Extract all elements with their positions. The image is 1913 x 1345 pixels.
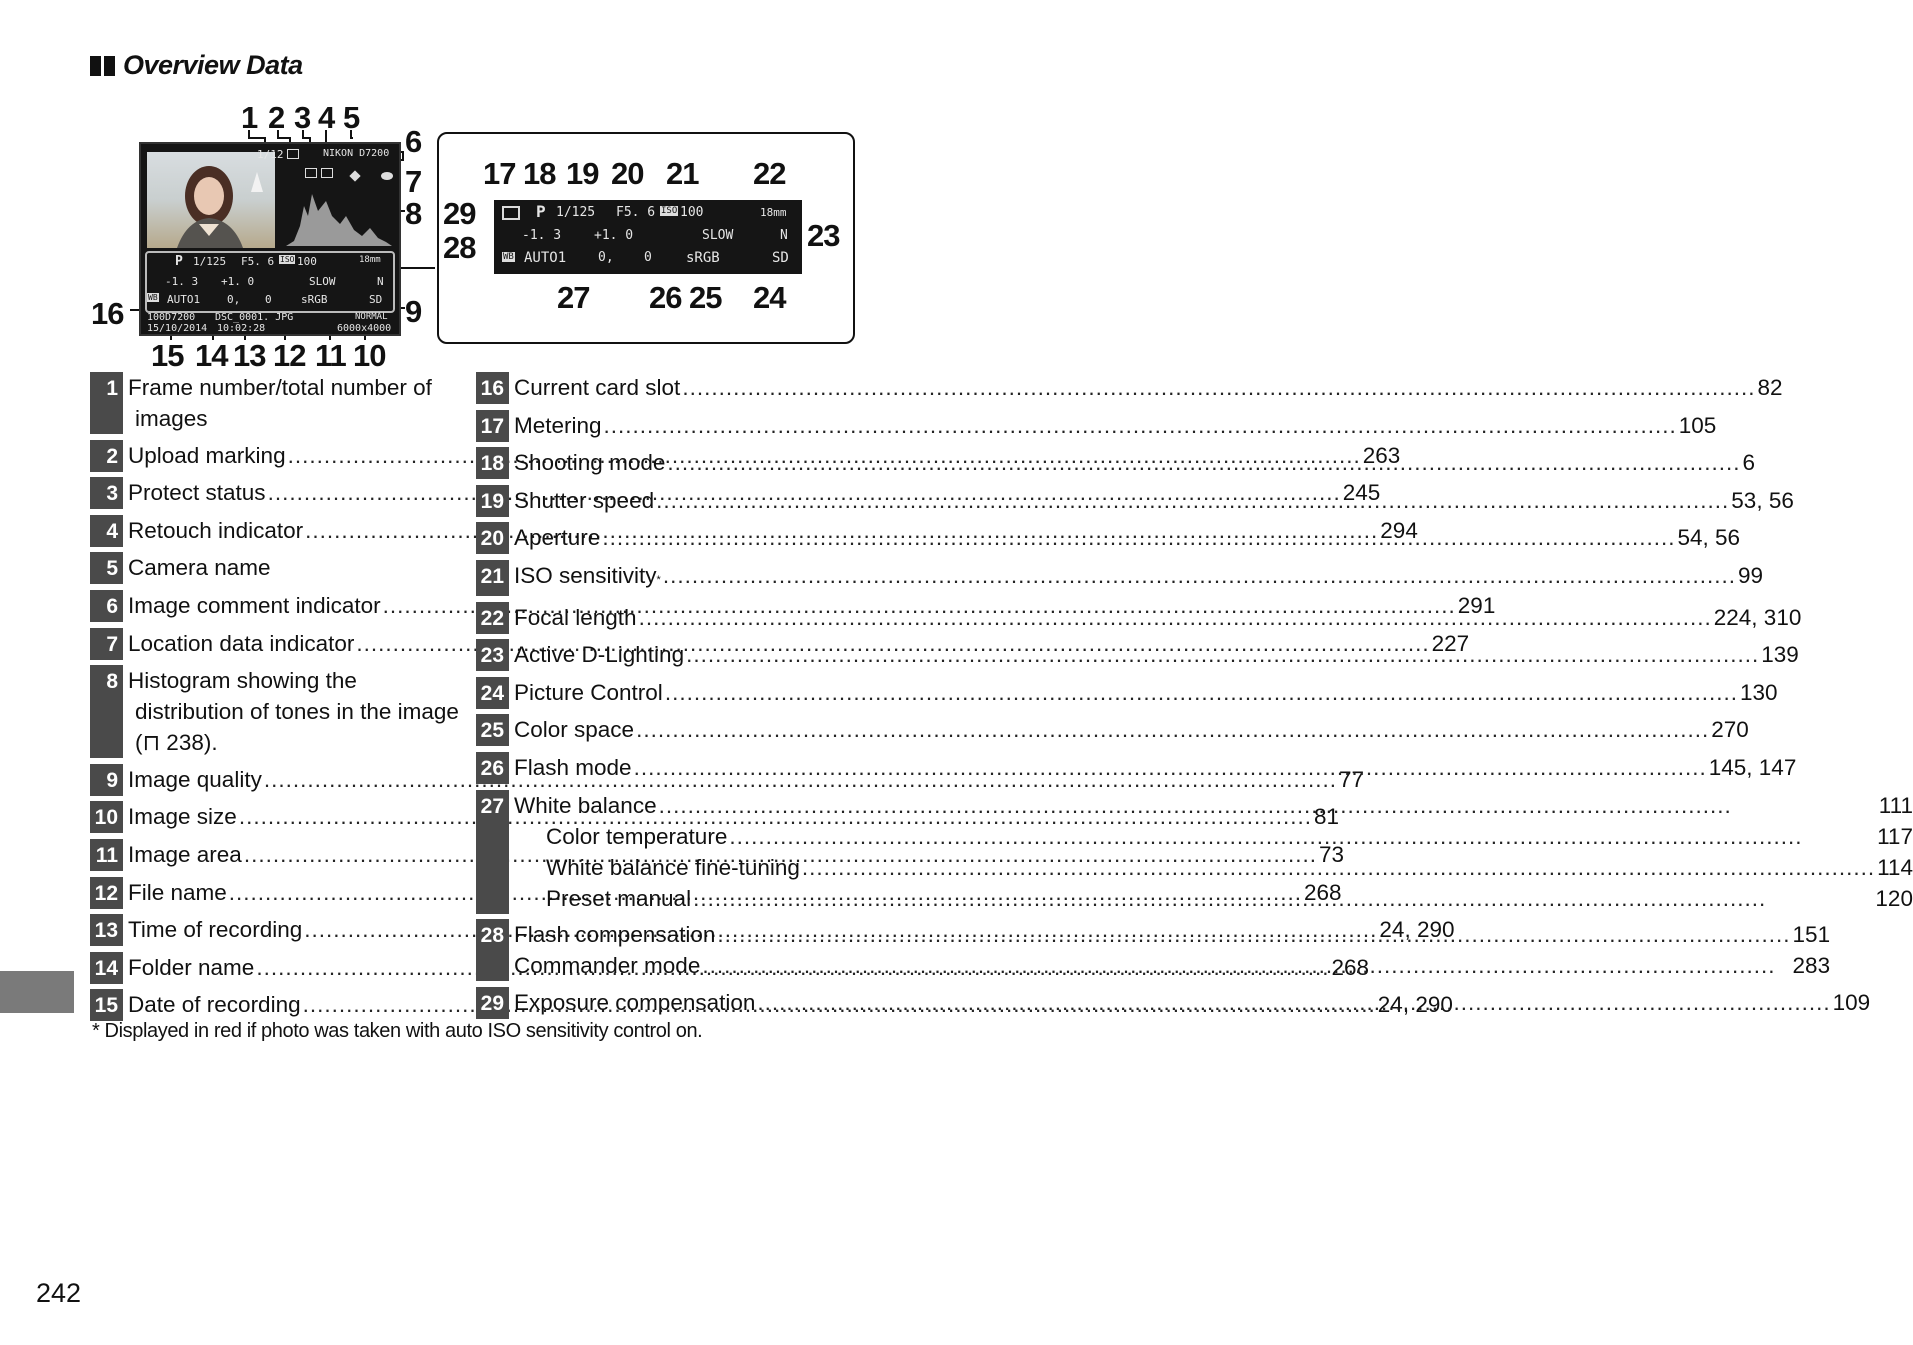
zoom-flash-mode: SLOW: [702, 228, 734, 243]
zoom-flash-comp: +1. 0: [594, 228, 634, 243]
leader-dots: [602, 522, 1675, 553]
legend-line: [514, 677, 1778, 708]
heading-marker-icon: [104, 56, 115, 76]
legend-number: 16: [476, 372, 509, 404]
callout-24: 24: [753, 280, 786, 315]
callout-2: 2: [268, 100, 285, 135]
callout-8: 8: [405, 196, 422, 231]
footnote: * Displayed in red if photo was taken with auto ISO sensitivity control on.: [92, 1020, 703, 1042]
protect-icon: [305, 168, 317, 178]
legend-number: 13: [90, 914, 123, 946]
aperture-value: F5. 6: [241, 255, 275, 268]
chapter-tab: [0, 971, 74, 1013]
legend-number: 29: [476, 987, 509, 1019]
legend-number: 9: [90, 764, 123, 796]
legend-label: Location data indicator: [128, 630, 355, 656]
callout-13: 13: [233, 338, 266, 373]
zoom-wb-fine-a: 0,: [598, 250, 614, 265]
zoom-wb-fine-b: 0: [644, 250, 652, 265]
camera-name: NIKON D7200: [323, 148, 390, 159]
picture-control-value: SD: [369, 293, 383, 306]
legend-content: [509, 987, 1870, 1019]
callout-10: 10: [353, 338, 386, 373]
folder-value: 100D7200: [147, 312, 196, 323]
page-number: 242: [36, 1278, 82, 1308]
legend-line: [514, 790, 1913, 821]
page-reference: 24, 290: [1379, 917, 1455, 943]
legend-label: Image quality: [128, 766, 262, 792]
wb-fine-b: 0: [265, 293, 272, 306]
callout-16: 16: [91, 296, 124, 331]
focal-value: 18mm: [359, 255, 381, 265]
zoom-color-space: sRGB: [686, 250, 720, 266]
zoom-wb: AUTO1: [524, 250, 567, 266]
file-value: DSC_0001. JPG: [215, 312, 294, 323]
callout-23: 23: [807, 218, 840, 253]
legend-number: 10: [90, 801, 123, 833]
legend-label: White balance: [514, 792, 657, 818]
callout-12: 12: [273, 338, 306, 373]
page-reference: 145, 147: [1708, 754, 1797, 780]
legend-label: Retouch indicator: [128, 517, 304, 543]
legend-number: 1: [90, 372, 123, 434]
callout-22: 22: [753, 156, 786, 191]
legend-label: Shutter speed: [514, 487, 655, 513]
page-reference: 111: [1878, 792, 1913, 818]
legend-label: Histogram showing the: [128, 668, 357, 694]
histogram: [286, 186, 392, 246]
page-reference: 245: [1342, 480, 1381, 506]
legend-label: Exposure compensation: [514, 989, 756, 1015]
comment-icon: [381, 172, 393, 180]
legend-label: Image area: [128, 841, 242, 867]
callout-14: 14: [195, 338, 228, 373]
legend-label: Folder name: [128, 954, 255, 980]
callout-15: 15: [151, 338, 184, 373]
legend-content: [509, 372, 1783, 404]
legend-line: [514, 410, 1716, 441]
callout-18: 18: [523, 156, 556, 191]
retouch-icon: [321, 168, 333, 178]
legend-content: [509, 410, 1716, 442]
legend-row: [90, 665, 466, 758]
zoom-focal: 18mm: [760, 206, 787, 219]
legend-label: Focal length: [514, 604, 637, 630]
size-value: 6000x4000: [337, 323, 392, 334]
legend-number: 21: [476, 560, 509, 596]
legend-content: [123, 665, 466, 758]
legend-number: 20: [476, 522, 509, 554]
callout-6: 6: [405, 124, 422, 159]
page-reference: 227: [1431, 630, 1470, 656]
legend-label: distribution of tones in the image: [135, 699, 459, 725]
callout-28: 28: [443, 230, 476, 265]
leader-dots: [639, 602, 1712, 633]
legend-row: [476, 677, 1778, 709]
page-reference: 268: [1303, 879, 1342, 905]
callout-20: 20: [611, 156, 644, 191]
legend-line: [514, 852, 1913, 883]
legend-label: Commander mode: [514, 953, 701, 979]
photo-thumbnail: [147, 152, 275, 248]
metering-icon: [502, 206, 520, 220]
footnote-marker: *: [656, 573, 661, 586]
page-reference: 120: [1875, 885, 1913, 911]
legend-content: [123, 372, 466, 434]
upload-icon: [287, 149, 299, 159]
legend-row: [90, 552, 466, 584]
playback-figure: [85, 100, 860, 375]
zoom-iso: 100: [680, 205, 704, 220]
legend-label: Aperture: [514, 525, 601, 551]
legend-label: Flash mode: [514, 754, 632, 780]
legend-label: Upload marking: [128, 442, 286, 468]
leader-dots: [604, 410, 1677, 441]
legend-line: [514, 639, 1799, 670]
legend-label: Active D-Lighting: [514, 642, 685, 668]
page-reference: 270: [1711, 717, 1749, 743]
legend-label: Camera name: [128, 555, 271, 581]
page-reference: 294: [1380, 517, 1418, 543]
legend-label: (⊓ 238).: [135, 730, 218, 756]
leader-dots: [757, 987, 1830, 1018]
legend-line: [514, 372, 1783, 403]
legend-number: 11: [90, 839, 123, 871]
frame-counter: 1/12: [257, 148, 284, 161]
page-reference: 82: [1757, 375, 1783, 400]
wb-value: AUTO1: [167, 293, 201, 306]
page-reference: 105: [1678, 412, 1717, 438]
callout-25: 25: [689, 280, 722, 315]
legend-label: File name: [128, 879, 227, 905]
page-reference: 130: [1740, 679, 1778, 705]
page-reference: 151: [1792, 922, 1831, 948]
heading-marker-icon: [90, 56, 101, 76]
zoom-picture-control: SD: [772, 250, 789, 266]
wb-fine-a: 0,: [227, 293, 241, 306]
legend-content: [509, 639, 1799, 671]
legend-number: 14: [90, 952, 123, 984]
legend-row: [476, 410, 1717, 442]
legend-row: [476, 560, 1764, 596]
page-reference: 139: [1761, 642, 1799, 668]
page-reference: 224, 310: [1713, 604, 1802, 630]
legend-row: [90, 372, 466, 434]
date-value: 15/10/2014: [147, 323, 208, 334]
legend-line: [128, 372, 466, 403]
leader-dots: [667, 447, 1740, 478]
portrait-thumbnail-icon: [147, 152, 275, 248]
legend-line: [514, 919, 1830, 950]
legend-label: White balance fine-tuning: [546, 854, 800, 880]
heading-text: Overview Data: [123, 50, 303, 80]
legend-number: 22: [476, 602, 509, 634]
section-heading: [90, 50, 303, 81]
legend-line: [128, 696, 466, 727]
page-reference: 24, 290: [1377, 992, 1453, 1018]
legend-label: Frame number/total number of: [128, 375, 432, 400]
legend-number: 25: [476, 714, 509, 746]
legend-number: 2: [90, 440, 123, 472]
callout-1: 1: [241, 100, 258, 135]
callout-19: 19: [566, 156, 599, 191]
legend-content: [123, 552, 466, 584]
callout-9: 9: [405, 294, 422, 329]
leader-dots: [665, 677, 1738, 708]
legend-line: [514, 883, 1913, 914]
page-reference: 117: [1877, 823, 1913, 849]
zoom-mode: P: [536, 202, 546, 221]
legend-number: 6: [90, 590, 123, 622]
page-reference: 54, 56: [1677, 525, 1741, 551]
legend-label: Preset manual: [546, 885, 692, 911]
legend-content: [509, 560, 1763, 596]
callout-27: 27: [557, 280, 590, 315]
legend-label: Image size: [128, 804, 237, 830]
legend-number: 8: [90, 665, 123, 758]
page-reference: 81: [1314, 804, 1340, 830]
zoom-exp-comp: -1. 3: [522, 228, 562, 243]
legend-line: [514, 602, 1801, 633]
legend-content: [509, 522, 1740, 554]
leader-dots: [729, 821, 1875, 852]
legend-content: [509, 485, 1794, 517]
legend-line: [128, 727, 466, 758]
legend-row: [476, 372, 1783, 404]
legend-number: 3: [90, 477, 123, 509]
legend-content: [509, 447, 1755, 479]
legend-label: Time of recording: [128, 917, 303, 943]
callout-17: 17: [483, 156, 516, 191]
time-value: 10:02:28: [217, 323, 266, 334]
leader-dots: [717, 919, 1790, 950]
legend-content: [509, 919, 1830, 981]
leader-dots: [702, 950, 1790, 981]
adl-value: N: [377, 275, 384, 288]
legend-number: 7: [90, 628, 123, 660]
callout-4: 4: [318, 100, 335, 135]
legend-line: [514, 447, 1755, 478]
legend-number: 4: [90, 515, 123, 547]
legend-number: 24: [476, 677, 509, 709]
wb-badge: WB: [148, 293, 158, 302]
leader-dots: [634, 752, 1707, 783]
legend-label: images: [135, 406, 208, 431]
shutter-value: 1/125: [193, 255, 227, 268]
zoom-screen: [494, 200, 802, 274]
legend-content: [509, 752, 1796, 784]
legend-content: [509, 714, 1749, 746]
flash-comp-value: +1. 0: [221, 275, 255, 288]
leader-dots: [636, 714, 1709, 745]
legend-content: [509, 790, 1913, 914]
legend-label: Current card slot: [514, 375, 681, 400]
callout-5: 5: [343, 100, 360, 135]
legend-label: Picture Control: [514, 679, 663, 705]
exp-comp-value: -1. 3: [165, 275, 199, 288]
legend-label: Metering: [514, 412, 602, 438]
page-reference: 283: [1792, 953, 1831, 979]
page-reference: 77: [1339, 766, 1365, 792]
callout-11: 11: [315, 338, 346, 373]
legend-row: [476, 714, 1749, 746]
legend-number: 28: [476, 919, 509, 981]
legend-line: [128, 403, 466, 434]
legend-label: Date of recording: [128, 992, 301, 1018]
callout-7: 7: [405, 164, 422, 199]
legend-line: [514, 987, 1870, 1018]
legend-line: [514, 485, 1794, 516]
page-reference: 268: [1331, 954, 1370, 980]
iso-value: 100: [297, 255, 317, 268]
legend-content: [509, 602, 1801, 634]
legend-line: [514, 522, 1740, 553]
legend-number: 12: [90, 877, 123, 909]
legend-number: 18: [476, 447, 509, 479]
leader-dots: [659, 790, 1877, 821]
page-reference: 53, 56: [1731, 487, 1794, 513]
leader-dots: [686, 639, 1759, 670]
leader-dots: [656, 485, 1729, 516]
page-reference: 6: [1742, 450, 1756, 476]
page-reference: 263: [1362, 442, 1401, 468]
legend-line: [514, 560, 1763, 596]
page-reference: 114: [1877, 854, 1913, 880]
page-reference: 291: [1457, 592, 1496, 618]
mode-value: P: [175, 254, 183, 269]
page-reference: 109: [1832, 989, 1871, 1015]
zoom-adl: N: [780, 228, 788, 243]
legend-line: [514, 714, 1749, 745]
legend-line: [128, 665, 466, 696]
legend-line: [514, 821, 1913, 852]
callout-29: 29: [443, 196, 476, 231]
leader-dots: [802, 852, 1875, 883]
playback-screen: [139, 142, 401, 336]
quality-value: NORMAL: [355, 312, 388, 322]
callout-26: 26: [649, 280, 682, 315]
page-reference: 99: [1738, 562, 1764, 588]
legend-number: 15: [90, 989, 123, 1021]
legend-line: [514, 950, 1830, 981]
callout-3: 3: [294, 100, 311, 135]
legend-label: Color temperature: [546, 823, 728, 849]
legend-line: [128, 552, 466, 583]
zoom-aperture: F5. 6: [616, 205, 656, 220]
legend-label: Protect status: [128, 480, 266, 506]
leader-dots: [663, 560, 1736, 591]
legend-number: 23: [476, 639, 509, 671]
zoom-wb-badge: WB: [503, 252, 514, 262]
legend-label: Shooting mode: [514, 450, 666, 476]
legend-line: [514, 752, 1796, 783]
flash-mode-value: SLOW: [309, 275, 336, 288]
location-icon: [349, 170, 360, 181]
callout-21: 21: [666, 156, 699, 191]
legend-number: 26: [476, 752, 509, 784]
page-reference: 73: [1319, 841, 1345, 867]
legend-label: Image comment indicator: [128, 592, 381, 618]
iso-badge: ISO: [280, 255, 295, 264]
leader-dots: [682, 372, 1755, 403]
legend-number: 17: [476, 410, 509, 442]
color-space-value: sRGB: [301, 293, 328, 306]
zoom-shutter: 1/125: [556, 205, 596, 220]
legend-number: 5: [90, 552, 123, 584]
legend-number: 27: [476, 790, 509, 914]
legend-content: [509, 677, 1778, 709]
legend-label: Flash compensation: [514, 922, 716, 948]
legend-number: 19: [476, 485, 509, 517]
legend-label: ISO sensitivity: [514, 562, 657, 588]
legend-label: Color space: [514, 717, 635, 743]
zoom-iso-badge: ISO: [661, 206, 678, 216]
leader-dots: [693, 883, 1873, 914]
